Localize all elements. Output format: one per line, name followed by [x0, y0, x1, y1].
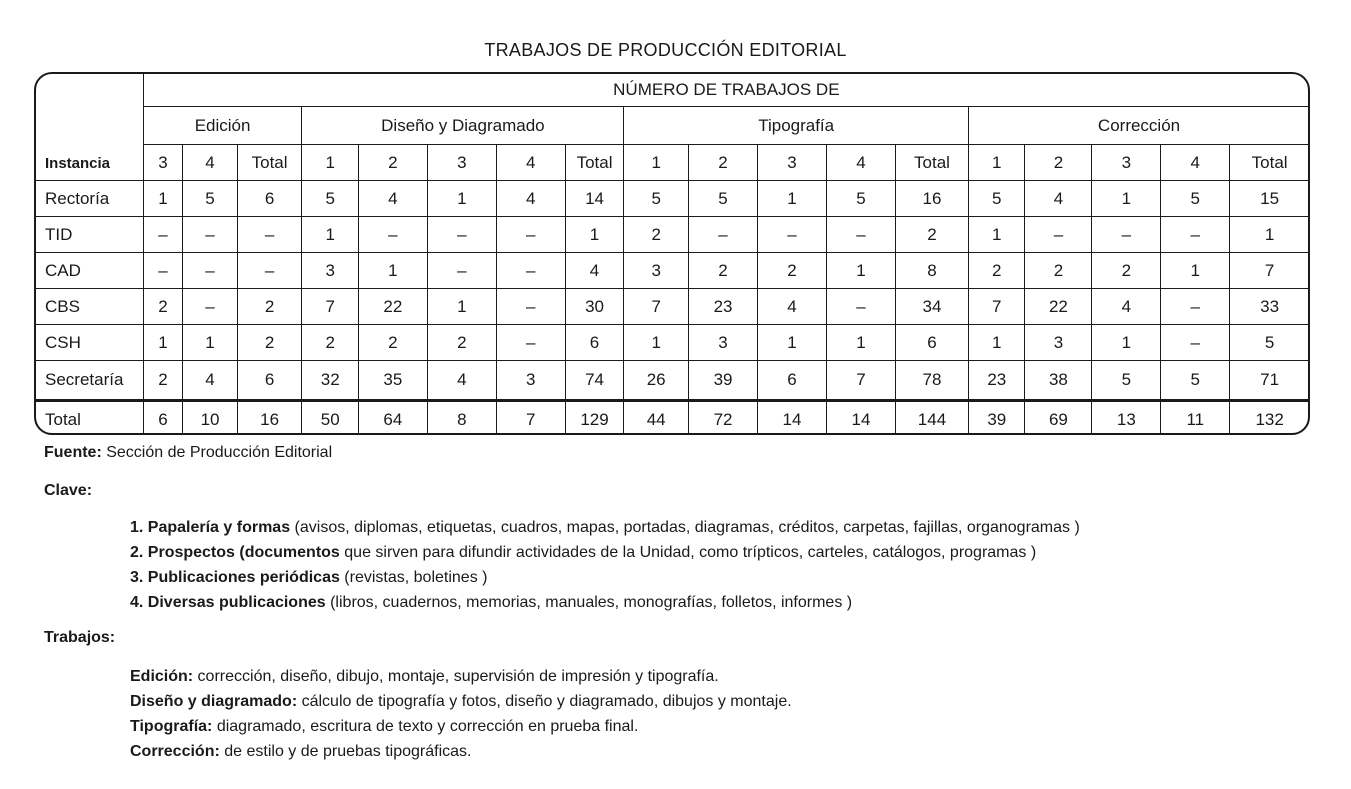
table-cell: – [1092, 217, 1161, 253]
row-label: Total [35, 401, 144, 436]
table-cell: 23 [969, 361, 1025, 401]
table-cell: 2 [624, 217, 689, 253]
column-header: 3 [758, 145, 827, 181]
table-cell: 2 [758, 253, 827, 289]
table-cell: 6 [565, 325, 624, 361]
column-header: 4 [826, 145, 895, 181]
table-cell: – [237, 217, 302, 253]
table-cell: 7 [302, 289, 358, 325]
table-cell: 7 [826, 361, 895, 401]
table-row [35, 325, 1310, 361]
table-cell: 1 [969, 217, 1025, 253]
table-cell: – [1161, 289, 1230, 325]
table-cell: 1 [826, 325, 895, 361]
column-header: 2 [358, 145, 427, 181]
table-cell: – [496, 217, 565, 253]
table-cell: – [143, 217, 183, 253]
table-cell: 14 [826, 401, 895, 436]
table-cell: 6 [895, 325, 968, 361]
table-cell: 2 [969, 253, 1025, 289]
table-cell: 16 [895, 181, 968, 217]
table-cell: – [496, 289, 565, 325]
production-table [34, 72, 1310, 435]
table-cell: 6 [143, 401, 183, 436]
column-header: Total [895, 145, 968, 181]
table-cell: 72 [689, 401, 758, 436]
source-label: Fuente: [44, 444, 102, 461]
table-cell: 38 [1025, 361, 1092, 401]
table-cell: 3 [689, 325, 758, 361]
table-cell: 33 [1230, 289, 1310, 325]
table-cell: 2 [143, 361, 183, 401]
table-cell: 3 [302, 253, 358, 289]
table-cell: 78 [895, 361, 968, 401]
table-cell: – [496, 325, 565, 361]
table-cell: 10 [183, 401, 237, 436]
table-cell: 22 [1025, 289, 1092, 325]
column-header: 3 [143, 145, 183, 181]
clave-item: 3. Publicaciones periódicas (revistas, boletines ) [130, 569, 488, 586]
table-cell: – [758, 217, 827, 253]
production-table-frame [34, 72, 1310, 435]
table-cell: 71 [1230, 361, 1310, 401]
table-cell: 4 [1092, 289, 1161, 325]
table-cell: 6 [237, 181, 302, 217]
table-cell: 26 [624, 361, 689, 401]
corner-empty [35, 73, 144, 107]
table-cell: 5 [302, 181, 358, 217]
table-cell: 50 [302, 401, 358, 436]
table-cell: – [183, 253, 237, 289]
row-label: CSH [35, 325, 144, 361]
source-text: Sección de Producción Editorial [101, 444, 333, 461]
table-cell: 6 [758, 361, 827, 401]
table-cell: 144 [895, 401, 968, 436]
table-cell: 5 [1161, 361, 1230, 401]
table-cell: 2 [895, 217, 968, 253]
clave-list [130, 515, 1080, 615]
table-cell: 13 [1092, 401, 1161, 436]
table-cell: 1 [183, 325, 237, 361]
trabajos-item: Edición: corrección, diseño, dibujo, montaje, supervisión de impresión y tipografía. [130, 668, 719, 685]
column-header: 1 [302, 145, 358, 181]
table-cell: 7 [624, 289, 689, 325]
table-cell: 5 [1092, 361, 1161, 401]
table-cell: – [427, 217, 496, 253]
column-header: 2 [1025, 145, 1092, 181]
table-row [35, 181, 1310, 217]
table-cell: 2 [1092, 253, 1161, 289]
table-cell: 23 [689, 289, 758, 325]
column-header: 3 [427, 145, 496, 181]
table-cell: 1 [1092, 325, 1161, 361]
table-cell: – [826, 217, 895, 253]
table-cell: 132 [1230, 401, 1310, 436]
table-cell: 7 [969, 289, 1025, 325]
table-cell: – [183, 289, 237, 325]
table-cell: 1 [1161, 253, 1230, 289]
column-header: Total [237, 145, 302, 181]
clave-heading: Clave: [44, 482, 93, 499]
row-label: Secretaría [35, 361, 144, 401]
table-cell: 4 [496, 181, 565, 217]
row-label: CBS [35, 289, 144, 325]
table-cell: – [237, 253, 302, 289]
table-cell: 3 [624, 253, 689, 289]
table-cell: 1 [758, 325, 827, 361]
table-cell: 2 [427, 325, 496, 361]
total-row [35, 401, 1310, 436]
table-cell: 1 [143, 181, 183, 217]
table-cell: 3 [1025, 325, 1092, 361]
clave-item: 1. Papalería y formas (avisos, diplomas, etiquetas, cuadros, mapas, portadas, diagramas, créditos, carpetas, fajillas, organogramas ) [130, 519, 1080, 536]
table-cell: 15 [1230, 181, 1310, 217]
table-cell: 39 [969, 401, 1025, 436]
table-row [35, 361, 1310, 401]
table-cell: 32 [302, 361, 358, 401]
column-header: Total [1230, 145, 1310, 181]
table-cell: 1 [1230, 217, 1310, 253]
table-cell: 3 [496, 361, 565, 401]
column-header: Total [565, 145, 624, 181]
trabajos-item: Corrección: de estilo y de pruebas tipográficas. [130, 743, 472, 760]
table-cell: 1 [358, 253, 427, 289]
table-cell: 5 [624, 181, 689, 217]
table-cell: 2 [237, 289, 302, 325]
table-cell: 5 [689, 181, 758, 217]
table-cell: – [826, 289, 895, 325]
table-row [35, 253, 1310, 289]
column-header: 4 [183, 145, 237, 181]
table-cell: – [689, 217, 758, 253]
table-cell: 5 [826, 181, 895, 217]
table-cell: 8 [895, 253, 968, 289]
table-cell: 35 [358, 361, 427, 401]
table-cell: 1 [826, 253, 895, 289]
table-cell: 22 [358, 289, 427, 325]
table-cell: 44 [624, 401, 689, 436]
table-cell: 1 [427, 289, 496, 325]
table-cell: 1 [427, 181, 496, 217]
clave-item: 4. Diversas publicaciones (libros, cuadernos, memorias, manuales, monografías, folletos, informes ) [130, 594, 853, 611]
table-cell: 2 [143, 289, 183, 325]
column-header: 4 [496, 145, 565, 181]
column-header: 3 [1092, 145, 1161, 181]
row-label: CAD [35, 253, 144, 289]
table-cell: 4 [427, 361, 496, 401]
group-header: Edición [143, 107, 302, 145]
table-cell: 74 [565, 361, 624, 401]
table-cell: 1 [143, 325, 183, 361]
clave-item: 2. Prospectos (documentos que sirven para difundir actividades de la Unidad, como trípticos, carteles, catálogos, programas ) [130, 544, 1037, 561]
instance-header: Instancia [35, 145, 144, 181]
super-header: NÚMERO DE TRABAJOS DE [143, 73, 1309, 107]
table-cell: 14 [758, 401, 827, 436]
table-cell: 34 [895, 289, 968, 325]
table-row [35, 289, 1310, 325]
table-cell: 39 [689, 361, 758, 401]
trabajos-list [130, 664, 792, 764]
table-cell: 14 [565, 181, 624, 217]
table-cell: – [427, 253, 496, 289]
table-cell: – [1025, 217, 1092, 253]
table-cell: 5 [969, 181, 1025, 217]
trabajos-item: Diseño y diagramado: cálculo de tipografía y fotos, diseño y diagramado, dibujos y montaje. [130, 693, 792, 710]
trabajos-heading: Trabajos: [44, 629, 116, 646]
column-header: 2 [689, 145, 758, 181]
table-cell: 1 [624, 325, 689, 361]
table-cell: 1 [758, 181, 827, 217]
table-cell: 4 [758, 289, 827, 325]
table-cell: 2 [1025, 253, 1092, 289]
table-cell: 8 [427, 401, 496, 436]
column-header: 1 [969, 145, 1025, 181]
table-cell: 1 [1092, 181, 1161, 217]
trabajos-item: Tipografía: diagramado, escritura de texto y corrección en prueba final. [130, 718, 639, 735]
table-cell: – [1161, 325, 1230, 361]
table-row [35, 217, 1310, 253]
table-cell: – [496, 253, 565, 289]
table-cell: 1 [969, 325, 1025, 361]
table-cell: – [1161, 217, 1230, 253]
table-cell: 5 [1161, 181, 1230, 217]
table-cell: 64 [358, 401, 427, 436]
table-cell: – [358, 217, 427, 253]
table-cell: – [183, 217, 237, 253]
page-title: TRABAJOS DE PRODUCCIÓN EDITORIAL [484, 40, 847, 60]
table-cell: 4 [358, 181, 427, 217]
table-cell: 7 [496, 401, 565, 436]
table-cell: 5 [183, 181, 237, 217]
table-cell: 4 [1025, 181, 1092, 217]
column-header: 4 [1161, 145, 1230, 181]
table-cell: 2 [358, 325, 427, 361]
table-cell: 2 [237, 325, 302, 361]
table-cell: 4 [565, 253, 624, 289]
table-cell: 16 [237, 401, 302, 436]
table-cell: 11 [1161, 401, 1230, 436]
table-cell: 129 [565, 401, 624, 436]
table-cell: – [143, 253, 183, 289]
table-cell: 2 [302, 325, 358, 361]
source-note [44, 444, 332, 462]
table-cell: 7 [1230, 253, 1310, 289]
table-cell: 69 [1025, 401, 1092, 436]
table-cell: 4 [183, 361, 237, 401]
table-cell: 5 [1230, 325, 1310, 361]
table-cell: 1 [302, 217, 358, 253]
table-cell: 2 [689, 253, 758, 289]
table-cell: 30 [565, 289, 624, 325]
table-cell: 1 [565, 217, 624, 253]
table-cell: 6 [237, 361, 302, 401]
row-label: Rectoría [35, 181, 144, 217]
corner-empty [35, 107, 144, 145]
row-label: TID [35, 217, 144, 253]
group-header: Tipografía [624, 107, 969, 145]
group-header: Diseño y Diagramado [302, 107, 624, 145]
column-header: 1 [624, 145, 689, 181]
group-header: Corrección [969, 107, 1310, 145]
